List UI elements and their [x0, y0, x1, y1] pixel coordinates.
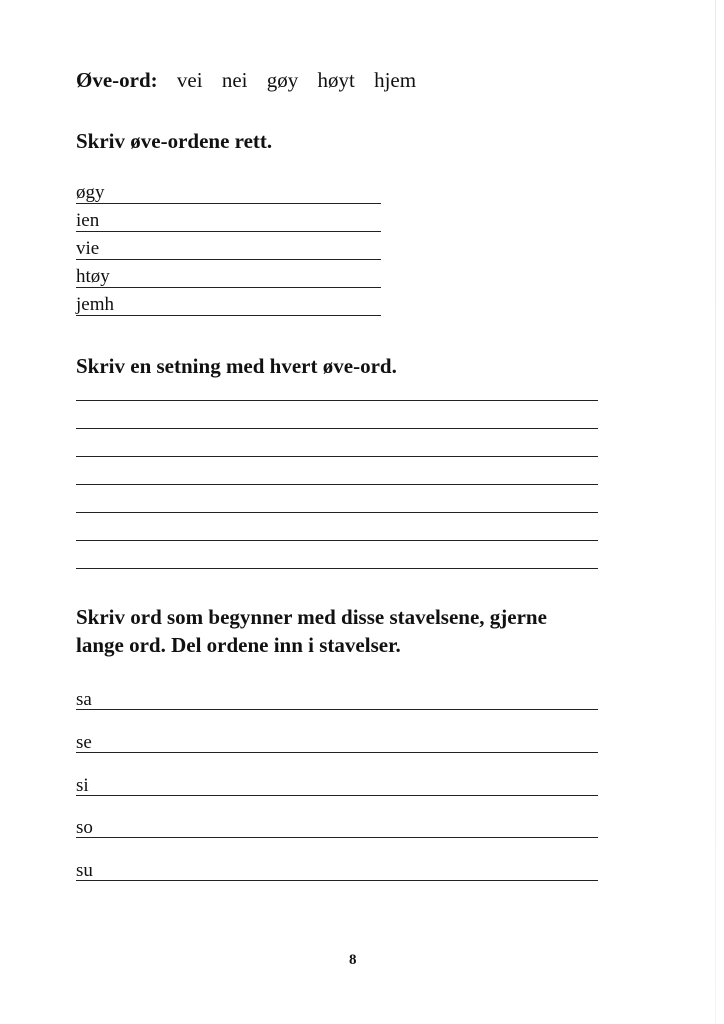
practice-word: vei [176, 68, 203, 92]
syllable-prompt: se [76, 732, 92, 753]
page-edge-shadow [715, 0, 716, 1024]
practice-word: gøy [266, 68, 299, 92]
practice-words-label: Øve-ord: [76, 68, 158, 92]
syllable-prompt: so [76, 817, 93, 838]
section1-instruction: Skriv øve-ordene rett. [76, 129, 273, 153]
sentence-line[interactable] [76, 400, 598, 401]
syllable-prompt: si [76, 775, 89, 796]
section2-instruction: Skriv en setning med hvert øve-ord. [76, 354, 397, 378]
practice-words-row [76, 68, 416, 93]
section3-instruction-line1: Skriv ord som begynner med disse stavelsene, gjerne [76, 605, 547, 629]
scrambled-word: vie [76, 238, 100, 259]
scrambled-word: htøy [76, 266, 110, 287]
syllable-answer-line[interactable] [76, 795, 598, 796]
section3-instruction-line2: lange ord. Del ordene inn i stavelser. [76, 633, 401, 657]
syllable-answer-line[interactable] [76, 709, 598, 710]
sentence-line[interactable] [76, 568, 598, 569]
practice-word: nei [221, 68, 248, 92]
syllable-prompt: su [76, 860, 93, 881]
practice-word: høyt [317, 68, 355, 92]
scrambled-word: ien [76, 210, 100, 231]
syllable-prompt: sa [76, 689, 92, 710]
sentence-line[interactable] [76, 540, 598, 541]
page-number: 8 [349, 952, 357, 968]
sentence-line[interactable] [76, 484, 598, 485]
scrambled-word: jemh [76, 294, 114, 315]
scrambled-word: øgy [76, 182, 105, 203]
answer-line[interactable] [76, 203, 381, 204]
answer-line[interactable] [76, 259, 381, 260]
sentence-line[interactable] [76, 512, 598, 513]
practice-word: hjem [374, 68, 417, 92]
answer-line[interactable] [76, 287, 381, 288]
syllable-answer-line[interactable] [76, 837, 598, 838]
answer-line[interactable] [76, 315, 381, 316]
answer-line[interactable] [76, 231, 381, 232]
syllable-answer-line[interactable] [76, 752, 598, 753]
syllable-answer-line[interactable] [76, 880, 598, 881]
sentence-line[interactable] [76, 428, 598, 429]
sentence-line[interactable] [76, 456, 598, 457]
